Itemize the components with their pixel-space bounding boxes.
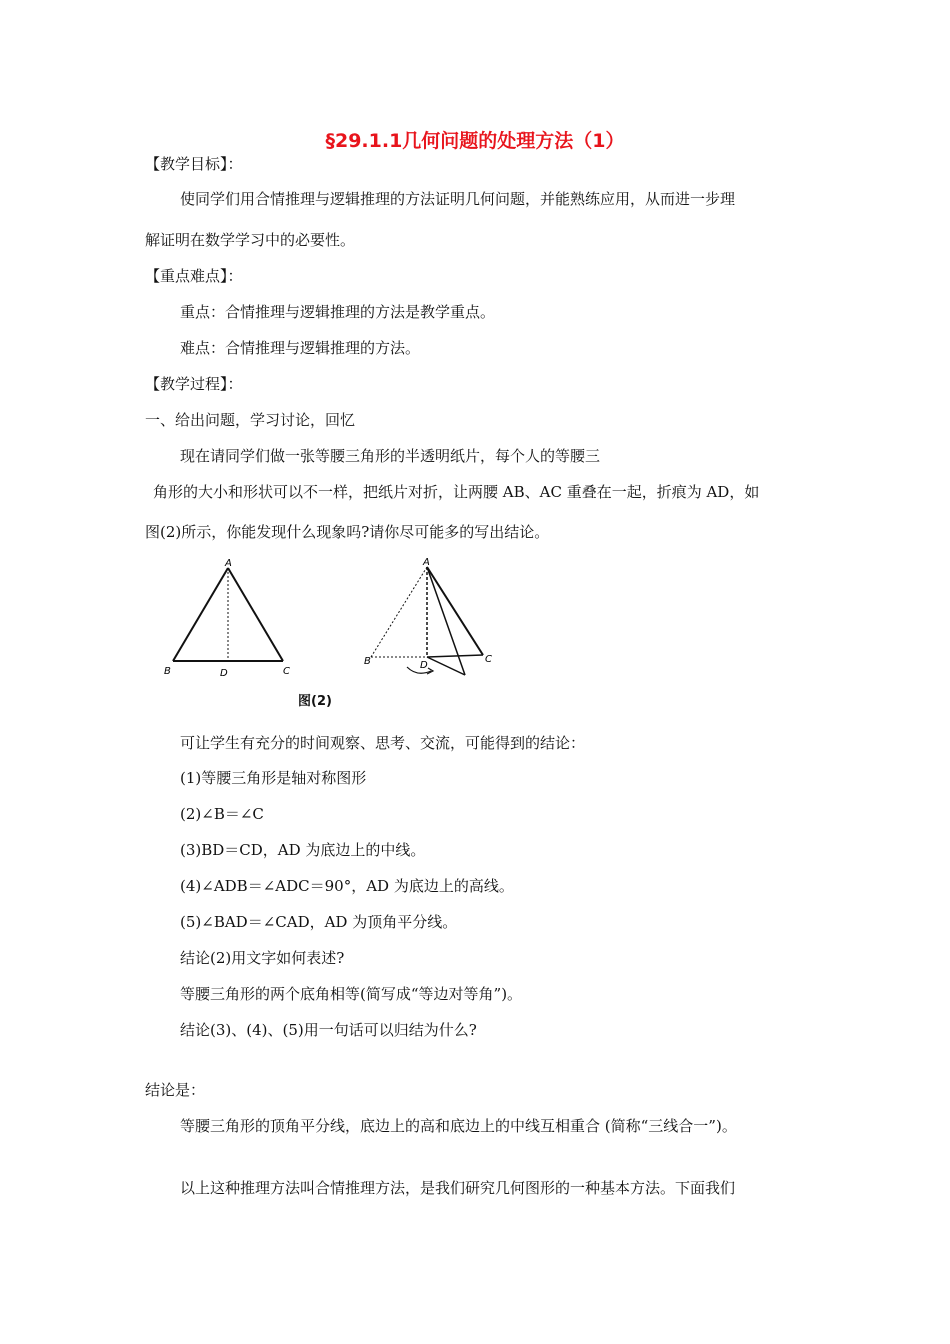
question-2: 结论(3)、(4)、(5)用一句话可以归结为什么? xyxy=(180,1021,477,1039)
folded-side xyxy=(427,567,465,675)
label-b: B xyxy=(164,666,171,677)
conclusion-item-3: (3)BD＝CD，AD 为底边上的中线。 xyxy=(180,841,426,859)
label-c: C xyxy=(283,666,290,677)
goal-heading: 【教学目标】： xyxy=(145,155,243,173)
triangle-figures xyxy=(155,555,515,715)
intro-line-3: 图(2)所示，你能发现什么现象吗?请你尽可能多的写出结论。 xyxy=(145,523,550,541)
conclusion-item-1: (1)等腰三角形是轴对称图形 xyxy=(180,769,367,787)
dashed-side-ab xyxy=(371,567,427,657)
label-a: A xyxy=(225,558,232,569)
label-d: D xyxy=(420,660,428,671)
result-text: 等腰三角形的顶角平分线，底边上的高和底边上的中线互相重合 (简称“三线合一”)。 xyxy=(180,1117,737,1135)
conclusion-item-5: (5)∠BAD＝∠CAD，AD 为顶角平分线。 xyxy=(180,913,458,931)
goal-text-line-2: 解证明在数学学习中的必要性。 xyxy=(145,231,356,249)
closing-text: 以上这种推理方法叫合情推理方法，是我们研究几何图形的一种基本方法。下面我们 xyxy=(180,1179,736,1197)
base-dc xyxy=(427,655,483,657)
label-c: C xyxy=(485,654,492,665)
conclusion-item-2: (2)∠B＝∠C xyxy=(180,805,264,823)
side-ac xyxy=(228,568,283,661)
intro-line-1: 现在请同学们做一张等腰三角形的半透明纸片，每个人的等腰三 xyxy=(180,447,601,465)
folded-triangle-figure xyxy=(364,557,492,675)
conclusions-lead: 可让学生有充分的时间观察、思考、交流，可能得到的结论： xyxy=(180,734,586,752)
label-a: A xyxy=(423,557,430,568)
page-title: §29.1.1几何问题的处理方法（1） xyxy=(325,130,625,152)
process-heading: 【教学过程】： xyxy=(145,375,243,393)
result-label: 结论是： xyxy=(145,1081,206,1099)
figure-caption: 图(2) xyxy=(298,694,332,709)
side-ab xyxy=(173,568,228,661)
key-point-text: 重点：合情推理与逻辑推理的方法是教学重点。 xyxy=(180,303,496,321)
difficult-point-text: 难点：合情推理与逻辑推理的方法。 xyxy=(180,339,421,357)
label-d: D xyxy=(220,668,228,679)
answer-1: 等腰三角形的两个底角相等(简写成“等边对等角”)。 xyxy=(180,985,523,1003)
question-1: 结论(2)用文字如何表述? xyxy=(180,949,345,967)
conclusion-item-4: (4)∠ADB＝∠ADC＝90°，AD 为底边上的高线。 xyxy=(180,877,514,895)
intro-line-2: 角形的大小和形状可以不一样，把纸片对折，让两腰 AB、AC 重叠在一起，折痕为 AD，如 xyxy=(153,483,760,501)
label-b: B xyxy=(364,656,371,667)
part-one-heading: 一、给出问题，学习讨论，回忆 xyxy=(145,411,356,429)
side-ac xyxy=(427,567,483,655)
key-difficult-heading: 【重点难点】： xyxy=(145,267,243,285)
goal-text-line-1: 使同学们用合情推理与逻辑推理的方法证明几何问题，并能熟练应用，从而进一步理 xyxy=(180,190,736,208)
isosceles-triangle-figure xyxy=(164,558,290,679)
